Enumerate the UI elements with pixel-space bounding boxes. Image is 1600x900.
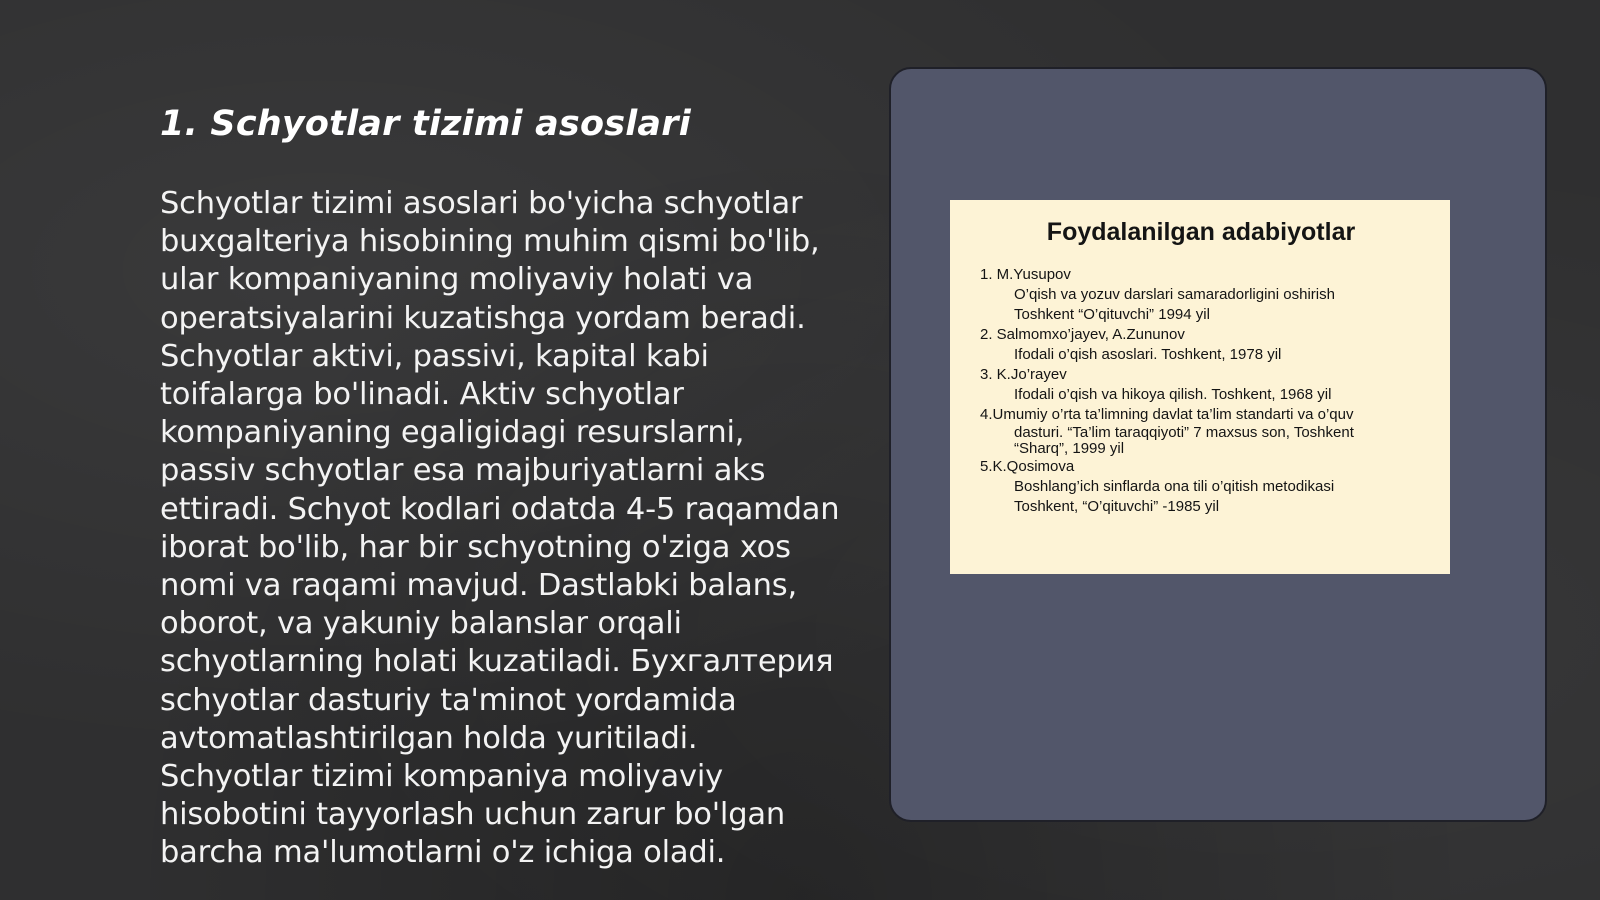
reference-author: 3. K.Jo’rayev [980,366,1067,383]
reference-item [980,365,1422,405]
reference-line: Toshkent “O’qituvchi” 1994 yil [1014,306,1210,323]
references-title: Foydalanilgan adabiyotlar [1046,218,1356,246]
reference-line: “Sharq”, 1999 yil [1014,440,1125,457]
reference-item [980,265,1422,325]
reference-item [980,325,1422,365]
reference-item [980,457,1422,517]
reference-line: O’qish va yozuv darslari samaradorligini oshirish [1014,286,1335,303]
reference-line: Boshlang’ich sinflarda ona tili o’qitish metodikasi [1014,478,1335,495]
reference-author: 5.K.Qosimova [980,458,1075,475]
references-card [950,200,1450,574]
reference-author: 2. Salmomxo’jayev, A.Zununov [980,326,1185,343]
reference-line: Toshkent, “O’qituvchi” -1985 yil [1014,498,1220,515]
reference-line: Ifodali o’qish va hikoya qilish. Toshkent, 1968 yil [1014,386,1332,403]
reference-item [980,405,1422,457]
slide-body-text: Schyotlar tizimi asoslari bo'yicha schyotlar buxgalteriya hisobining muhim qismi bo'lib, ular kompaniyaning moliyaviy holati va operatsiyalarini kuzatishga yordam beradi. Schyotlar aktivi, passivi, kapital kabi toifalarga bo'linadi. Aktiv schyotlar kompaniyaning egaligidagi resurslarni, passiv schyotlar esa majburiyatlarni aks ettiradi. Schyot kodlari odatda 4-5 raqamdan iborat bo'lib, har bir schyotning o'ziga xos nomi va raqami mavjud. Dastlabki balans, oborot, va yakuniy balanslar orqali schyotlarning holati kuzatiladi. Бухгалтерия schyotlar dasturiy ta'minot yordamida avtomatlashtirilgan holda yuritiladi. Schyotlar tizimi kompaniya moliyaviy hisobotini tayyorlash uchun zarur bo'lgan barcha ma'lumotlarni o'z ichiga oladi. [160,186,840,871]
slide-heading: 1. Schyotlar tizimi asoslari [160,104,691,144]
reference-author: 1. M.Yusupov [980,266,1071,283]
reference-line: dasturi. “Ta’lim taraqqiyoti” 7 maxsus son, Toshkent [1014,424,1354,441]
reference-line: Ifodali o’qish asoslari. Toshkent, 1978 yil [1014,346,1282,363]
reference-author: 4.Umumiy o’rta ta’limning davlat ta’lim standarti va o’quv [980,406,1354,423]
